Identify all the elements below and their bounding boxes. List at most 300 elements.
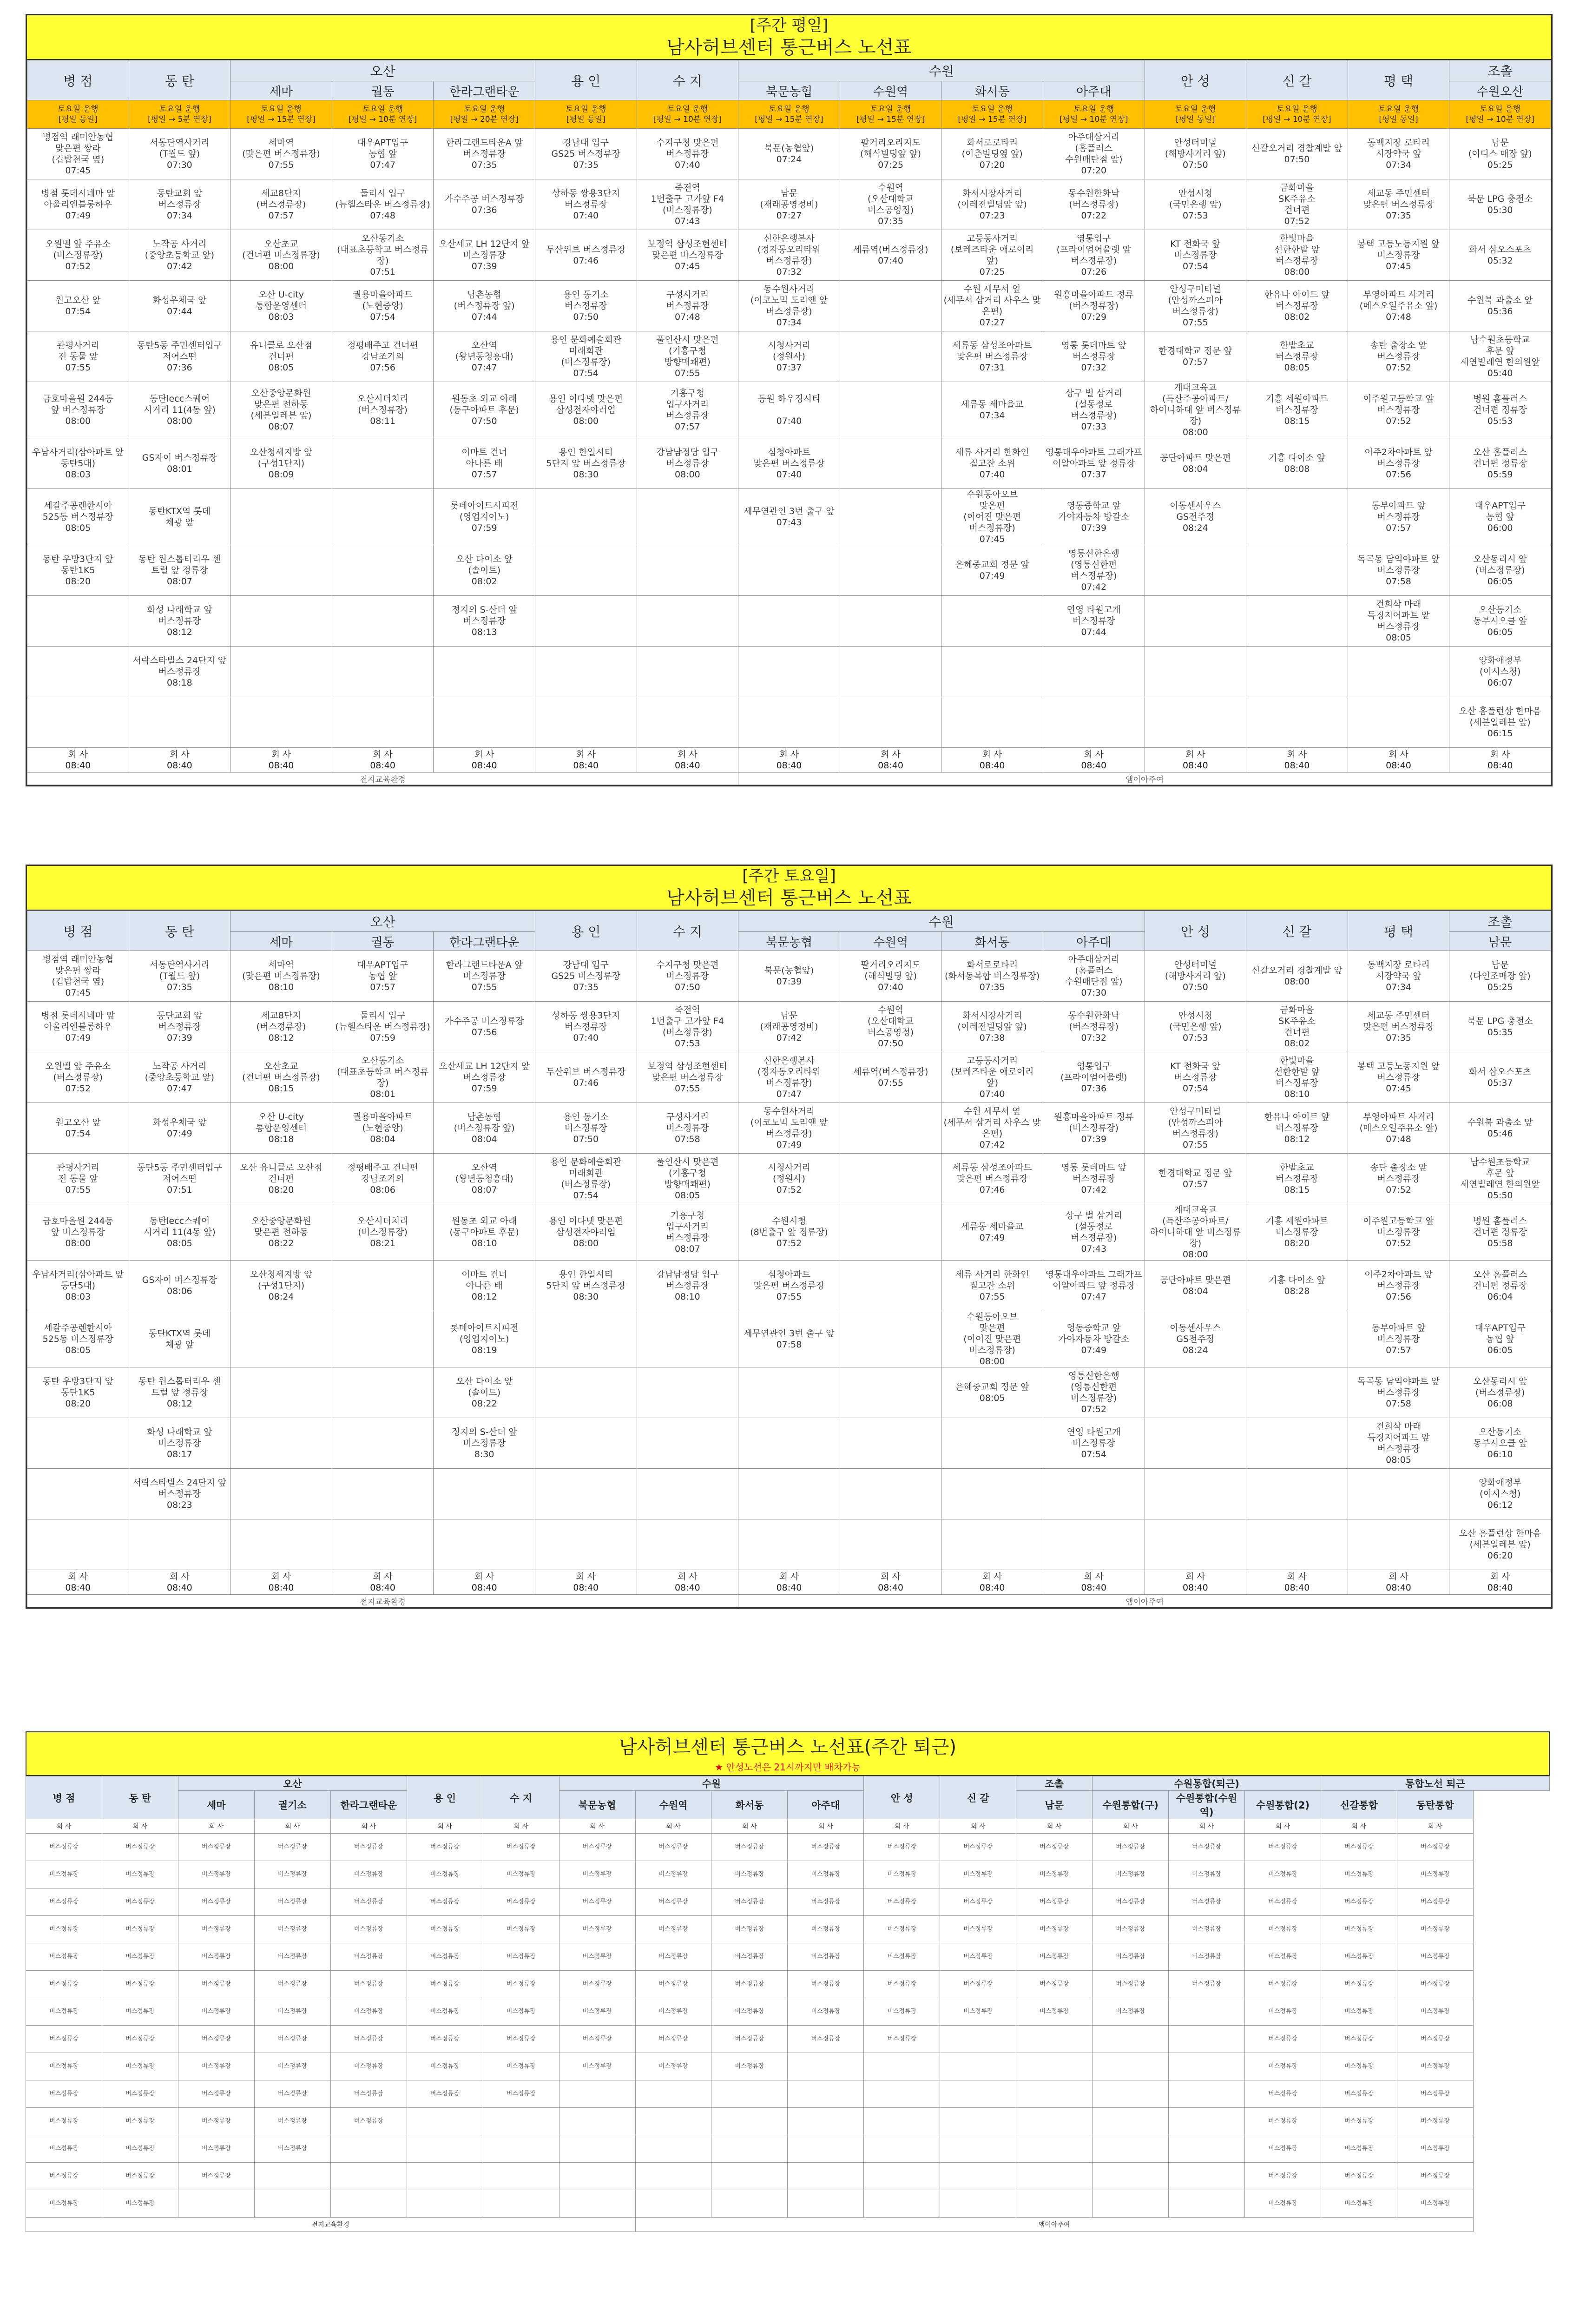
footer-right: 앰이아주여 xyxy=(738,772,1551,785)
stop-cell xyxy=(1169,2163,1245,2190)
stop-cell xyxy=(864,2135,940,2163)
stop-cell: KT 전화국 앞 버스정류장 07:54 xyxy=(1145,230,1246,281)
stop-cell xyxy=(711,2163,788,2190)
stop-cell xyxy=(1246,545,1348,596)
stop-cell: 이주2차아파트 앞 버스정류장 07:56 xyxy=(1348,1261,1449,1311)
stop-cell: 오산청세지방 앞 (구성1단지) 08:24 xyxy=(230,1261,332,1311)
stop-cell xyxy=(1246,1311,1348,1367)
sub-header: 남문 xyxy=(1016,1791,1093,1819)
stop-cell xyxy=(940,2108,1016,2135)
stop-cell: 안성구미터널 (안성까스피아 버스정류장) 07:55 xyxy=(1145,281,1246,331)
stop-cell xyxy=(637,1469,738,1519)
stop-cell xyxy=(330,2190,407,2218)
group-header: 오산 xyxy=(178,1776,407,1791)
stop-cell xyxy=(1043,697,1145,748)
stop-cell xyxy=(738,647,840,697)
stop-cell xyxy=(1093,2080,1169,2108)
stop-cell: 버스정류장 xyxy=(559,2053,635,2080)
stop-cell: 버스정류장 xyxy=(254,2135,330,2163)
weekday-table xyxy=(27,60,1551,785)
stop-cell: 화서로로타리 (이춘빌딩옆 앞) 07:20 xyxy=(941,129,1043,179)
stop-cell: 버스정류장 xyxy=(788,1916,864,1943)
stop-cell: 안성시청 (국민은행 앞) 07:53 xyxy=(1145,179,1246,230)
group-header: 수원 xyxy=(738,911,1145,932)
stop-cell: 버스정류장 xyxy=(1093,1943,1169,1971)
stop-cell xyxy=(1093,2108,1169,2135)
stop-cell: 버스정류장 xyxy=(1245,1861,1321,1888)
stop-cell xyxy=(1145,596,1246,647)
stop-cell: 버스정류장 xyxy=(254,2080,330,2108)
stop-cell: 버스정류장 xyxy=(407,1998,483,2026)
stop-cell: 계대교육교 (득산주공아파트/ 하이니하대 앞 버스정류장) 08:00 xyxy=(1145,1204,1246,1261)
stop-cell: 버스정류장 xyxy=(330,1998,407,2026)
stop-cell xyxy=(635,2190,711,2218)
sub-header: 한라그랜타운 xyxy=(434,932,535,951)
company-cell: 회 사 xyxy=(1245,1819,1321,1834)
stop-cell: 버스정류장 xyxy=(1397,2026,1473,2053)
stop-cell: 수지구청 맞은편 버스정류장 07:50 xyxy=(637,951,738,1002)
stop-cell: 동탄 원스톱터리우 센 트럴 앞 정류장 08:07 xyxy=(129,545,230,596)
stop-cell: 세교동 주민센터 맞은편 버스정류장 07:35 xyxy=(1348,179,1449,230)
company-cell: 회 사 xyxy=(254,1819,330,1834)
stop-cell xyxy=(230,596,332,647)
stop-cell xyxy=(332,1261,434,1311)
stop-cell: 금화마을 SK주유소 건너편 08:02 xyxy=(1246,1002,1348,1052)
stop-cell: 우남사거리(삼아파트 앞 동탄5대) 08:03 xyxy=(27,438,129,489)
stop-cell: 버스정류장 xyxy=(1016,1834,1093,1861)
sub-header: 북문농협 xyxy=(559,1791,635,1819)
stop-cell: 둘리시 입구 (뉴헬스타운 버스정류장) 07:59 xyxy=(332,1002,434,1052)
note-cell: 토요일 운행 [평일 → 10분 연장] xyxy=(332,100,434,129)
stop-cell: 버스정류장 xyxy=(864,1971,940,1998)
stop-cell: 버스정류장 xyxy=(330,2108,407,2135)
sub-header: 수원역 xyxy=(635,1791,711,1819)
stop-cell: 서동탄역사거리 (T월드 앞) 07:30 xyxy=(129,129,230,179)
stop-cell xyxy=(535,1311,637,1367)
stop-cell: 오산역 (왕년동청흥대) 07:47 xyxy=(434,331,535,382)
stop-cell: 금호마을원 244동 앞 버스정류장 08:00 xyxy=(27,1204,129,1261)
stop-cell: 아주대삼거리 (홈플러스 수원매탄점 앞) 07:20 xyxy=(1043,129,1145,179)
stop-cell: 화서시장사거리 (이레전빌딩앞 앞) 07:38 xyxy=(941,1002,1043,1052)
stop-cell: 남문 (다인조매장 앞) 05:25 xyxy=(1449,951,1551,1002)
stop-cell xyxy=(535,489,637,545)
stop-cell: 버스정류장 xyxy=(1245,2108,1321,2135)
stop-cell: 버스정류장 xyxy=(330,1916,407,1943)
stop-cell xyxy=(1348,647,1449,697)
company-cell: 회 사 xyxy=(1093,1819,1169,1834)
stop-cell xyxy=(1043,1519,1145,1570)
company-arrival: 회 사 08:40 xyxy=(738,748,840,772)
saturday-title-bar xyxy=(27,866,1551,911)
stop-cell: 버스정류장 xyxy=(102,2053,178,2080)
stop-cell: 버스정류장 xyxy=(1245,1998,1321,2026)
stop-cell: 영통입구 (프라이엄어울렛 앞 버스정류장) 07:26 xyxy=(1043,230,1145,281)
stop-cell: 이주2차아파트 앞 버스정류장 07:56 xyxy=(1348,438,1449,489)
stop-cell xyxy=(788,2053,864,2080)
stop-cell: 버스정류장 xyxy=(1397,1834,1473,1861)
stop-cell: 세갈주공렌한시아 525동 버스정류장 08:05 xyxy=(27,1311,129,1367)
stop-cell: 세무연관인 3번 출구 앞 07:43 xyxy=(738,489,840,545)
stop-cell: 수원동아오브 맞은편 (이어진 맞은편 버스정류장) 07:45 xyxy=(941,489,1043,545)
stop-cell: 버스정류장 xyxy=(483,2026,559,2053)
group-header: 수 지 xyxy=(637,911,738,951)
stop-cell: 궐용마을아파트 (노현중앙) 07:54 xyxy=(332,281,434,331)
stop-cell xyxy=(332,438,434,489)
stop-cell: 버스정류장 xyxy=(711,2053,788,2080)
stop-cell: 영통대우아파트 그래가프 이알아파트 앞 정류장 07:37 xyxy=(1043,438,1145,489)
stop-cell: 북문 LPG 충전소 05:35 xyxy=(1449,1002,1551,1052)
stop-cell xyxy=(840,697,941,748)
stop-cell xyxy=(1246,647,1348,697)
stop-cell: 버스정류장 xyxy=(26,2163,102,2190)
stop-cell: 영통신한은행 (영통신한편 버스정류장) 07:52 xyxy=(1043,1367,1145,1418)
company-arrival: 회 사 08:40 xyxy=(129,1570,230,1595)
stop-cell: 병점 롯데시네마 앞 아울리엔블롱하우 07:49 xyxy=(27,179,129,230)
stop-cell: 버스정류장 xyxy=(407,1888,483,1916)
stop-cell: 버스정류장 xyxy=(559,1916,635,1943)
stop-cell: 기흥 다이소 앞 08:28 xyxy=(1246,1261,1348,1311)
company-arrival: 회 사 08:40 xyxy=(1043,1570,1145,1595)
stop-cell xyxy=(1016,2190,1093,2218)
stop-cell xyxy=(840,1103,941,1154)
stop-cell: 버스정류장 xyxy=(102,1888,178,1916)
stop-cell: 관평사거리 전 동물 앞 07:55 xyxy=(27,1154,129,1204)
stop-cell: 세류동 세마을교 07:34 xyxy=(941,382,1043,438)
saturday-title-2: 남사허브센터 통근버스 노선표 xyxy=(666,887,912,909)
stop-cell xyxy=(1169,2080,1245,2108)
stop-cell: 버스정류장 xyxy=(1397,2190,1473,2218)
stop-cell: 원흥마을아파트 정류 (버스정류장) 07:29 xyxy=(1043,281,1145,331)
group-header: 수원통합(퇴근) xyxy=(1093,1776,1321,1791)
stop-cell xyxy=(535,596,637,647)
stop-cell: 버스정류장 xyxy=(1397,2080,1473,2108)
footer-left: 전지교육환경 xyxy=(26,2218,636,2232)
stop-cell: 오산중앙문화원 맞은편 전하동 08:22 xyxy=(230,1204,332,1261)
stop-cell xyxy=(535,697,637,748)
stop-cell: 버스정류장 xyxy=(26,1916,102,1943)
stop-cell xyxy=(738,596,840,647)
stop-cell: 버스정류장 xyxy=(178,1888,254,1916)
table-row xyxy=(27,230,1551,281)
stop-cell: 버스정류장 xyxy=(407,1861,483,1888)
stop-cell xyxy=(1043,1469,1145,1519)
stop-cell: 부영아파트 사거리 (메스오일주유소 앞) 07:48 xyxy=(1348,281,1449,331)
stop-cell xyxy=(1016,2108,1093,2135)
stop-cell: 버스정류장 xyxy=(254,1861,330,1888)
stop-cell: 동탄 우방3단지 앞 동탄1K5 08:20 xyxy=(27,545,129,596)
table-row xyxy=(27,1519,1551,1570)
stop-cell: 버스정류장 xyxy=(864,1834,940,1861)
stop-cell: 정평배주고 건너편 강남조기의 07:56 xyxy=(332,331,434,382)
stop-cell: 이주원고등학교 앞 버스정류장 07:52 xyxy=(1348,1204,1449,1261)
stop-cell xyxy=(559,2163,635,2190)
stop-cell: 버스정류장 xyxy=(940,1834,1016,1861)
stop-cell: 세류동 삼성조아파트 맞은편 버스정류장 07:46 xyxy=(941,1154,1043,1204)
note-cell: 토요일 운행 [평일 → 15분 연장] xyxy=(840,100,941,129)
stop-cell: 대우APT입구 농협 앞 06:00 xyxy=(1449,489,1551,545)
stop-cell: 연영 타원고개 버스정류장 07:44 xyxy=(1043,596,1145,647)
stop-cell xyxy=(1145,697,1246,748)
group-header: 병 점 xyxy=(27,911,129,951)
stop-cell: 원흥마을아파트 정류 (버스정류장) 07:39 xyxy=(1043,1103,1145,1154)
stop-cell: 세무연관인 3번 출구 앞 07:58 xyxy=(738,1311,840,1367)
stop-cell xyxy=(434,1469,535,1519)
stop-cell xyxy=(27,697,129,748)
stop-cell: 버스정류장 xyxy=(254,1834,330,1861)
stop-cell xyxy=(840,1311,941,1367)
table-row xyxy=(27,1261,1551,1311)
stop-cell xyxy=(332,1418,434,1469)
stop-cell: 오산동기소 동부시오클 앞 06:05 xyxy=(1449,596,1551,647)
stop-cell xyxy=(1246,1469,1348,1519)
company-arrival: 회 사 08:40 xyxy=(840,748,941,772)
stop-cell xyxy=(483,2108,559,2135)
stop-cell: 계대교육교 (득산주공아파트/ 하이니하대 앞 버스정류장) 08:00 xyxy=(1145,382,1246,438)
stop-cell xyxy=(535,545,637,596)
group-header: 안 성 xyxy=(864,1776,940,1819)
saturday-title-1: [주간 토요일] xyxy=(742,867,836,885)
stop-cell: 서동탄역사거리 (T월드 앞) 07:35 xyxy=(129,951,230,1002)
stop-cell: 기흥 세원아파트 버스정류장 08:15 xyxy=(1246,382,1348,438)
company-arrival: 회 사 08:40 xyxy=(434,748,535,772)
group-header: 동 탄 xyxy=(102,1776,178,1819)
evening-title-bar xyxy=(26,1731,1550,1776)
stop-cell: 버스정류장 xyxy=(407,2080,483,2108)
stop-cell xyxy=(1145,1367,1246,1418)
stop-cell: 버스정류장 xyxy=(635,1861,711,1888)
stop-cell xyxy=(1145,1418,1246,1469)
sub-header: 궐동 xyxy=(332,81,434,100)
stop-cell xyxy=(840,382,941,438)
stop-cell: 가수주공 버스정류장 07:56 xyxy=(434,1002,535,1052)
stop-cell: 버스정류장 xyxy=(940,1861,1016,1888)
stop-cell xyxy=(483,2190,559,2218)
stop-cell: 금화마을 SK주유소 건너편 07:52 xyxy=(1246,179,1348,230)
stop-cell: 버스정류장 xyxy=(559,1834,635,1861)
sub-header: 아주대 xyxy=(788,1791,864,1819)
stop-cell: 오산역 (왕년동청흥대) 08:07 xyxy=(434,1154,535,1204)
stop-cell: 버스정류장 xyxy=(26,2108,102,2135)
evening-note: ★ 안성노선은 21시까지만 배차가능 xyxy=(715,1762,861,1773)
table-row xyxy=(27,1367,1551,1418)
stop-cell: 건희삭 마래 득징지어파트 앞 버스정류장 08:05 xyxy=(1348,596,1449,647)
stop-cell: 죽전역 1번출구 고가앞 F4 (버스정류장) 07:43 xyxy=(637,179,738,230)
stop-cell: 수원 세무서 옆 (세무서 삼거리 사우스 맞은편) 07:27 xyxy=(941,281,1043,331)
stop-cell: 서락스타빌스 24단지 앞 버스정류장 08:23 xyxy=(129,1469,230,1519)
stop-cell xyxy=(1016,2026,1093,2053)
stop-cell: 오산 유니클로 오산점 건너편 08:20 xyxy=(230,1154,332,1204)
stop-cell: 버스정류장 xyxy=(330,2080,407,2108)
stop-cell: 버스정류장 xyxy=(1397,2163,1473,2190)
stop-cell xyxy=(230,1519,332,1570)
stop-cell: 기흥 세원아파트 버스정류장 08:20 xyxy=(1246,1204,1348,1261)
stop-cell: 공단아파트 맞은편 08:04 xyxy=(1145,1261,1246,1311)
stop-cell: 버스정류장 xyxy=(1321,1943,1397,1971)
stop-cell xyxy=(635,2108,711,2135)
stop-cell: 양화애정부 (이시스청) 06:07 xyxy=(1449,647,1551,697)
stop-cell: 버스정류장 xyxy=(635,1888,711,1916)
sub-header: 수원통합(구) xyxy=(1093,1791,1169,1819)
stop-cell xyxy=(129,697,230,748)
stop-cell: 한경대학교 정문 앞 07:57 xyxy=(1145,1154,1246,1204)
stop-cell: 버스정류장 xyxy=(330,1834,407,1861)
stop-cell xyxy=(864,2163,940,2190)
company-arrival: 회 사 08:40 xyxy=(230,1570,332,1595)
stop-cell: 팔거리오리지도 (해식빌딩 앞) 07:40 xyxy=(840,951,941,1002)
stop-cell: 버스정류장 xyxy=(254,2108,330,2135)
stop-cell xyxy=(1145,1469,1246,1519)
stop-cell: 원동초 외교 아래 (동구아파트 후문) 08:10 xyxy=(434,1204,535,1261)
stop-cell: 버스정류장 xyxy=(1321,1834,1397,1861)
note-cell: 토요일 운행 [평일 → 15분 연장] xyxy=(941,100,1043,129)
group-header: 신 갈 xyxy=(940,1776,1016,1819)
stop-cell: 용인 이다넷 맞은편 삼성전자야러엄 08:00 xyxy=(535,1204,637,1261)
table-row xyxy=(27,1204,1551,1261)
stop-cell: 버스정류장 xyxy=(1397,1943,1473,1971)
stop-cell: 죽전역 1번출구 고가앞 F4 (버스정류장) 07:53 xyxy=(637,1002,738,1052)
stop-cell: 버스정류장 xyxy=(1093,1888,1169,1916)
stop-cell: 버스정류장 xyxy=(940,1998,1016,2026)
stop-cell: 버스정류장 xyxy=(788,1943,864,1971)
stop-cell: 버스정류장 xyxy=(1397,1971,1473,1998)
stop-cell: 두산위브 버스정류장 07:46 xyxy=(535,230,637,281)
sub-header: 궐동 xyxy=(332,932,434,951)
stop-cell: 버스정류장 xyxy=(1321,1998,1397,2026)
stop-cell xyxy=(254,2190,330,2218)
stop-cell: 버스정류장 xyxy=(1321,2026,1397,2053)
stop-cell: 정지의 S-산더 앞 버스정류장 08:13 xyxy=(434,596,535,647)
stop-cell: 구성사거리 버스정류장 07:48 xyxy=(637,281,738,331)
company-arrival: 회 사 08:40 xyxy=(1449,1570,1551,1595)
stop-cell: 버스정류장 xyxy=(1245,2053,1321,2080)
stop-cell xyxy=(840,438,941,489)
stop-cell xyxy=(637,1311,738,1367)
stop-cell: 세류 사거리 한화인 짙고잔 소위 07:55 xyxy=(941,1261,1043,1311)
stop-cell: 오산 U-city 통합운영센터 08:03 xyxy=(230,281,332,331)
stop-cell: 버스정류장 xyxy=(940,1888,1016,1916)
table-row xyxy=(27,1469,1551,1519)
stop-cell: 궐용마을아파트 (노현중앙) 08:04 xyxy=(332,1103,434,1154)
stop-cell: 안성구미터널 (안성까스피아 버스정류장) 07:55 xyxy=(1145,1103,1246,1154)
stop-cell: 신한은행본사 (정자동오리타워 버스정류장) 07:32 xyxy=(738,230,840,281)
stop-cell: 안성시청 (국민은행 앞) 07:53 xyxy=(1145,1002,1246,1052)
stop-cell: 강남남정당 입구 버스정류장 08:10 xyxy=(637,1261,738,1311)
stop-cell: 수원 세무서 옆 (세무서 삼거리 사우스 맞은편) 07:42 xyxy=(941,1103,1043,1154)
stop-cell: 버스정류장 xyxy=(864,1998,940,2026)
group-header: 용 인 xyxy=(407,1776,483,1819)
sub-header: 북문농협 xyxy=(738,81,840,100)
stop-cell: 버스정류장 xyxy=(1245,1971,1321,1998)
company-cell: 회 사 xyxy=(1016,1819,1093,1834)
stop-cell xyxy=(535,647,637,697)
stop-cell xyxy=(941,647,1043,697)
stop-cell: 버스정류장 xyxy=(1016,1861,1093,1888)
stop-cell: 정지의 S-산더 앞 버스정류장 8:30 xyxy=(434,1418,535,1469)
stop-cell: 버스정류장 xyxy=(178,2163,254,2190)
stop-cell xyxy=(711,2108,788,2135)
stop-cell: 오원벨 앞 주유소 (버스정류장) 07:52 xyxy=(27,230,129,281)
stop-cell: 버스정류장 xyxy=(559,1971,635,1998)
stop-cell: 버스정류장 xyxy=(407,2053,483,2080)
company-cell: 회 사 xyxy=(711,1819,788,1834)
stop-cell xyxy=(1093,2026,1169,2053)
stop-cell xyxy=(1246,1519,1348,1570)
stop-cell xyxy=(1246,596,1348,647)
stop-cell: 버스정류장 xyxy=(178,2108,254,2135)
stop-cell: 오산세교 LH 12단지 앞 버스정류장 07:39 xyxy=(434,230,535,281)
stop-cell: 버스정류장 xyxy=(102,1971,178,1998)
stop-cell: 한밭초교 버스정류장 08:15 xyxy=(1246,1154,1348,1204)
stop-cell: 버스정류장 xyxy=(1169,1916,1245,1943)
stop-cell: 풀인산시 맞은편 (기흥구청 방향매쾌편) 08:05 xyxy=(637,1154,738,1204)
stop-cell xyxy=(330,2163,407,2190)
stop-cell: 버스정류장 xyxy=(1016,1971,1093,1998)
stop-cell xyxy=(1145,1519,1246,1570)
stop-cell xyxy=(738,1418,840,1469)
stop-cell xyxy=(27,596,129,647)
company-arrival: 회 사 08:40 xyxy=(434,1570,535,1595)
stop-cell xyxy=(788,2135,864,2163)
stop-cell xyxy=(434,647,535,697)
stop-cell: 신갈오거리 경찰계발 앞 07:50 xyxy=(1246,129,1348,179)
stop-cell: 화성우체국 앞 07:44 xyxy=(129,281,230,331)
stop-cell: 버스정류장 xyxy=(559,1888,635,1916)
group-header: 평 택 xyxy=(1348,911,1449,951)
stop-cell: 용인 문화예술회관 미래회관 (버스정류장) 07:54 xyxy=(535,331,637,382)
stop-cell xyxy=(332,1311,434,1367)
stop-cell: 버스정류장 xyxy=(635,1916,711,1943)
stop-cell: 보정역 삼성조현센터 맞은편 버스정류장 07:45 xyxy=(637,230,738,281)
stop-cell: 구성사거리 버스정류장 07:58 xyxy=(637,1103,738,1154)
stop-cell: 버스정류장 xyxy=(254,1888,330,1916)
stop-cell: 버스정류장 xyxy=(102,1834,178,1861)
company-cell: 회 사 xyxy=(1321,1819,1397,1834)
group-header: 조촐 xyxy=(1449,60,1551,81)
evening-sheet xyxy=(26,1731,1550,2232)
stop-cell: 수원북 과출소 앞 05:36 xyxy=(1449,281,1551,331)
stop-cell: 버스정류장 xyxy=(1093,1998,1169,2026)
stop-cell xyxy=(1169,2053,1245,2080)
table-row xyxy=(27,951,1551,1002)
company-cell: 회 사 xyxy=(864,1819,940,1834)
stop-cell: 가수주공 버스정류장 07:36 xyxy=(434,179,535,230)
company-arrival: 회 사 08:40 xyxy=(332,748,434,772)
weekday-title-2: 남사허브센터 통근버스 노선표 xyxy=(666,37,912,58)
stop-cell: 상구 벌 삼거리 (설동정로 버스정류장) 07:43 xyxy=(1043,1204,1145,1261)
stop-cell: 버스정류장 xyxy=(483,2080,559,2108)
stop-cell: 버스정류장 xyxy=(940,1971,1016,1998)
stop-cell xyxy=(940,2080,1016,2108)
stop-cell: 동수원사거리 (이코노믹 도리앤 앞 버스정류장) 07:49 xyxy=(738,1103,840,1154)
stop-cell: 버스정류장 xyxy=(1245,1834,1321,1861)
stop-cell xyxy=(940,2163,1016,2190)
stop-cell xyxy=(230,697,332,748)
stop-cell xyxy=(407,2163,483,2190)
table-row xyxy=(27,697,1551,748)
stop-cell xyxy=(637,1519,738,1570)
stop-cell xyxy=(535,1418,637,1469)
stop-cell: 버스정류장 xyxy=(26,2135,102,2163)
stop-cell xyxy=(940,2026,1016,2053)
stop-cell: 한라그랜드타운A 앞 버스정류장 07:35 xyxy=(434,129,535,179)
stop-cell: 세마역 (맞은편 버스정류장) 07:55 xyxy=(230,129,332,179)
stop-cell: 버스정류장 xyxy=(635,1971,711,1998)
stop-cell xyxy=(178,2190,254,2218)
stop-cell xyxy=(1043,647,1145,697)
stop-cell: 동탄5동 주민센터입구 저어스떤 07:51 xyxy=(129,1154,230,1204)
stop-cell xyxy=(840,1418,941,1469)
stop-cell xyxy=(637,697,738,748)
